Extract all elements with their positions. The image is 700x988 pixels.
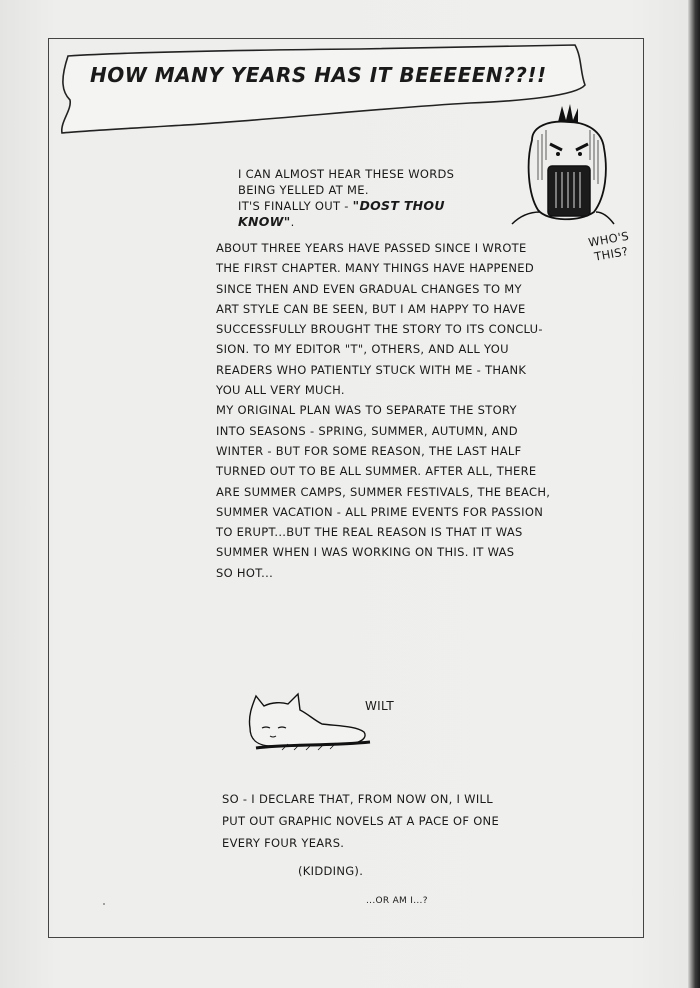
body-line: SUCCESSFULLY BROUGHT THE STORY TO ITS CONCLU- (216, 322, 543, 337)
speck (103, 903, 105, 905)
intro-text (238, 166, 488, 230)
closing-text (222, 788, 542, 854)
body-text (216, 238, 556, 583)
kidding-note: (KIDDING). (298, 864, 364, 878)
intro-line-3 (238, 198, 488, 214)
title-part-1: "DOST THOU (352, 198, 445, 213)
body-line: TURNED OUT TO BE ALL SUMMER. AFTER ALL, THERE (216, 464, 537, 479)
book-spine-edge (688, 0, 700, 988)
character-label-line-2: THIS? (593, 244, 630, 264)
cat-label: WILT (365, 699, 394, 713)
closing-line: EVERY FOUR YEARS. (222, 836, 345, 850)
intro-line-1: I CAN ALMOST HEAR THESE WORDS (238, 167, 455, 181)
body-line: YOU ALL VERY MUCH. (216, 383, 345, 398)
body-line: ARE SUMMER CAMPS, SUMMER FESTIVALS, THE BEACH, (216, 484, 551, 499)
body-line: TO ERUPT...BUT THE REAL REASON IS THAT IT WAS (216, 525, 523, 540)
banner-title: HOW MANY YEARS HAS IT BEEEEEN??!! (90, 63, 547, 87)
body-line: MY ORIGINAL PLAN WAS TO SEPARATE THE STORY (216, 403, 517, 418)
closing-line: SO - I DECLARE THAT, FROM NOW ON, I WILL (222, 792, 493, 806)
intro-line-4-suffix: . (290, 215, 295, 229)
body-line: WINTER - BUT FOR SOME REASON, THE LAST HALF (216, 443, 522, 458)
intro-line-3-prefix: IT'S FINALLY OUT - (238, 199, 353, 213)
body-line: SUMMER WHEN I WAS WORKING ON THIS. IT WAS (216, 545, 515, 560)
body-line: SUMMER VACATION - ALL PRIME EVENTS FOR PASSION (216, 504, 544, 519)
character-label-line-1: WHO'S (587, 228, 631, 250)
body-line: READERS WHO PATIENTLY STUCK WITH ME - THANK (216, 362, 527, 377)
intro-line-2: BEING YELLED AT ME. (238, 183, 369, 197)
wilted-cat-illustration (242, 688, 377, 754)
body-line: ART STYLE CAN BE SEEN, BUT I AM HAPPY TO HAVE (216, 301, 526, 316)
body-line: ABOUT THREE YEARS HAVE PASSED SINCE I WROTE (216, 241, 527, 255)
body-line: INTO SEASONS - SPRING, SUMMER, AUTUMN, AND (216, 423, 518, 438)
body-line: SINCE THEN AND EVEN GRADUAL CHANGES TO MY (216, 281, 522, 296)
shouting-character-illustration (510, 100, 620, 228)
title-part-2: KNOW" (238, 214, 291, 229)
body-line: SION. TO MY EDITOR "T", OTHERS, AND ALL YOU (216, 342, 509, 357)
aside-note: ...OR AM I...? (366, 896, 428, 906)
closing-line: PUT OUT GRAPHIC NOVELS AT A PACE OF ONE (222, 814, 500, 828)
intro-line-4 (238, 214, 488, 230)
body-line: SO HOT... (216, 565, 274, 580)
body-line: THE FIRST CHAPTER. MANY THINGS HAVE HAPPENED (216, 261, 534, 276)
